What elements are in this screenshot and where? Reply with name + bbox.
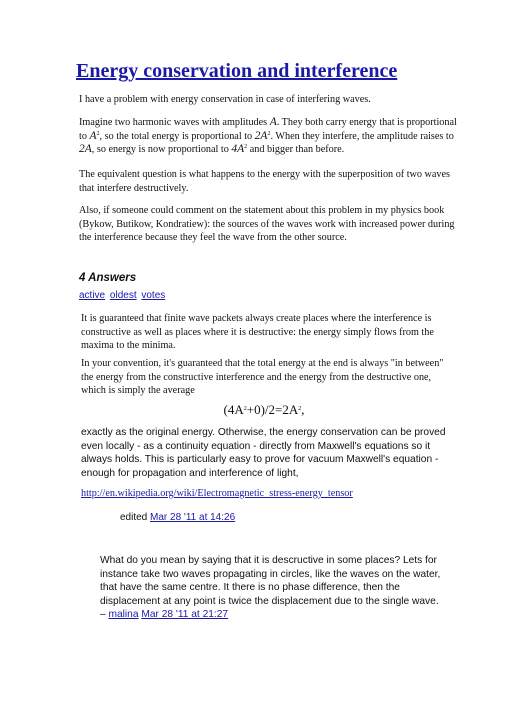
edited-date-link[interactable]: Mar 28 '11 at 14:26: [150, 512, 236, 523]
sort-tab-active[interactable]: active: [79, 290, 106, 301]
wikipedia-link[interactable]: http://en.wikipedia.org/wiki/Electromagnetic_stress-energy_tensor: [81, 488, 353, 499]
question-paragraph-1: I have a problem with energy conservation in case of interfering waves.: [79, 94, 371, 105]
edited-label: edited: [120, 512, 148, 523]
question-title[interactable]: Energy conservation and interference: [76, 60, 398, 82]
sort-tab-oldest[interactable]: oldest: [109, 290, 137, 301]
comment: [100, 554, 446, 622]
sort-tab-votes[interactable]: votes: [141, 290, 166, 301]
question-paragraph-4: Also, if someone could comment on the statement about this problem in my physics book (Bykow, Butikow, Kondratiew): the sources of the waves work with increased power during the interference because they feel the wave from the other source.: [79, 205, 455, 244]
question-paragraph-3: The equivalent question is what happens to the energy with the superposition of two waves that interfere destructively.: [79, 169, 451, 194]
average-energy-formula: $(4A^2+0)/2=2A^2$,: [223, 402, 305, 417]
answer-sort-tabs: [79, 290, 167, 301]
answer-paragraph-1: It is guaranteed that finite wave packets always create places where the interference is constructive as well as places where it is destructive: the energy simply flows from the maxima to the minima.: [81, 313, 434, 352]
question-paragraph-2: Imagine two harmonic waves with amplitudes A. They both carry energy that is proportional to $A^2$, so the total energy is proportional to $2A^2$. When they interfere, the amplitude raises to 2A, so energy is now proportional to $4A^2$ and bigger than before.: [79, 116, 457, 156]
edited-info: [120, 512, 235, 523]
answers-count-heading: 4 Answers: [79, 272, 137, 284]
answer-paragraph-2: In your convention, it's guaranteed that the total energy at the end is always "in between" the energy from the constructive interference and the energy from the destructive one, which is simply the average: [81, 358, 444, 397]
comment-user-link[interactable]: malina: [108, 609, 139, 621]
answer-paragraph-3: exactly as the original energy. Otherwise, the energy conservation can be proved even locally - as a continuity equation - directly from Maxwell's equations so it always holds. This is particularly easy to prove for vacuum Maxwell's equation - enough for propagation and interference of light,: [81, 427, 446, 479]
comment-date-link[interactable]: Mar 28 '11 at 21:27: [141, 609, 229, 621]
comment-text: What do you mean by saying that it is descructive in some places? Lets for instance take two waves propagating in circles, like the waves on the water, that have the same centre. It there is no phase difference, then the displacement at any point is twice the displacement due to the single wave. –: [100, 555, 441, 621]
